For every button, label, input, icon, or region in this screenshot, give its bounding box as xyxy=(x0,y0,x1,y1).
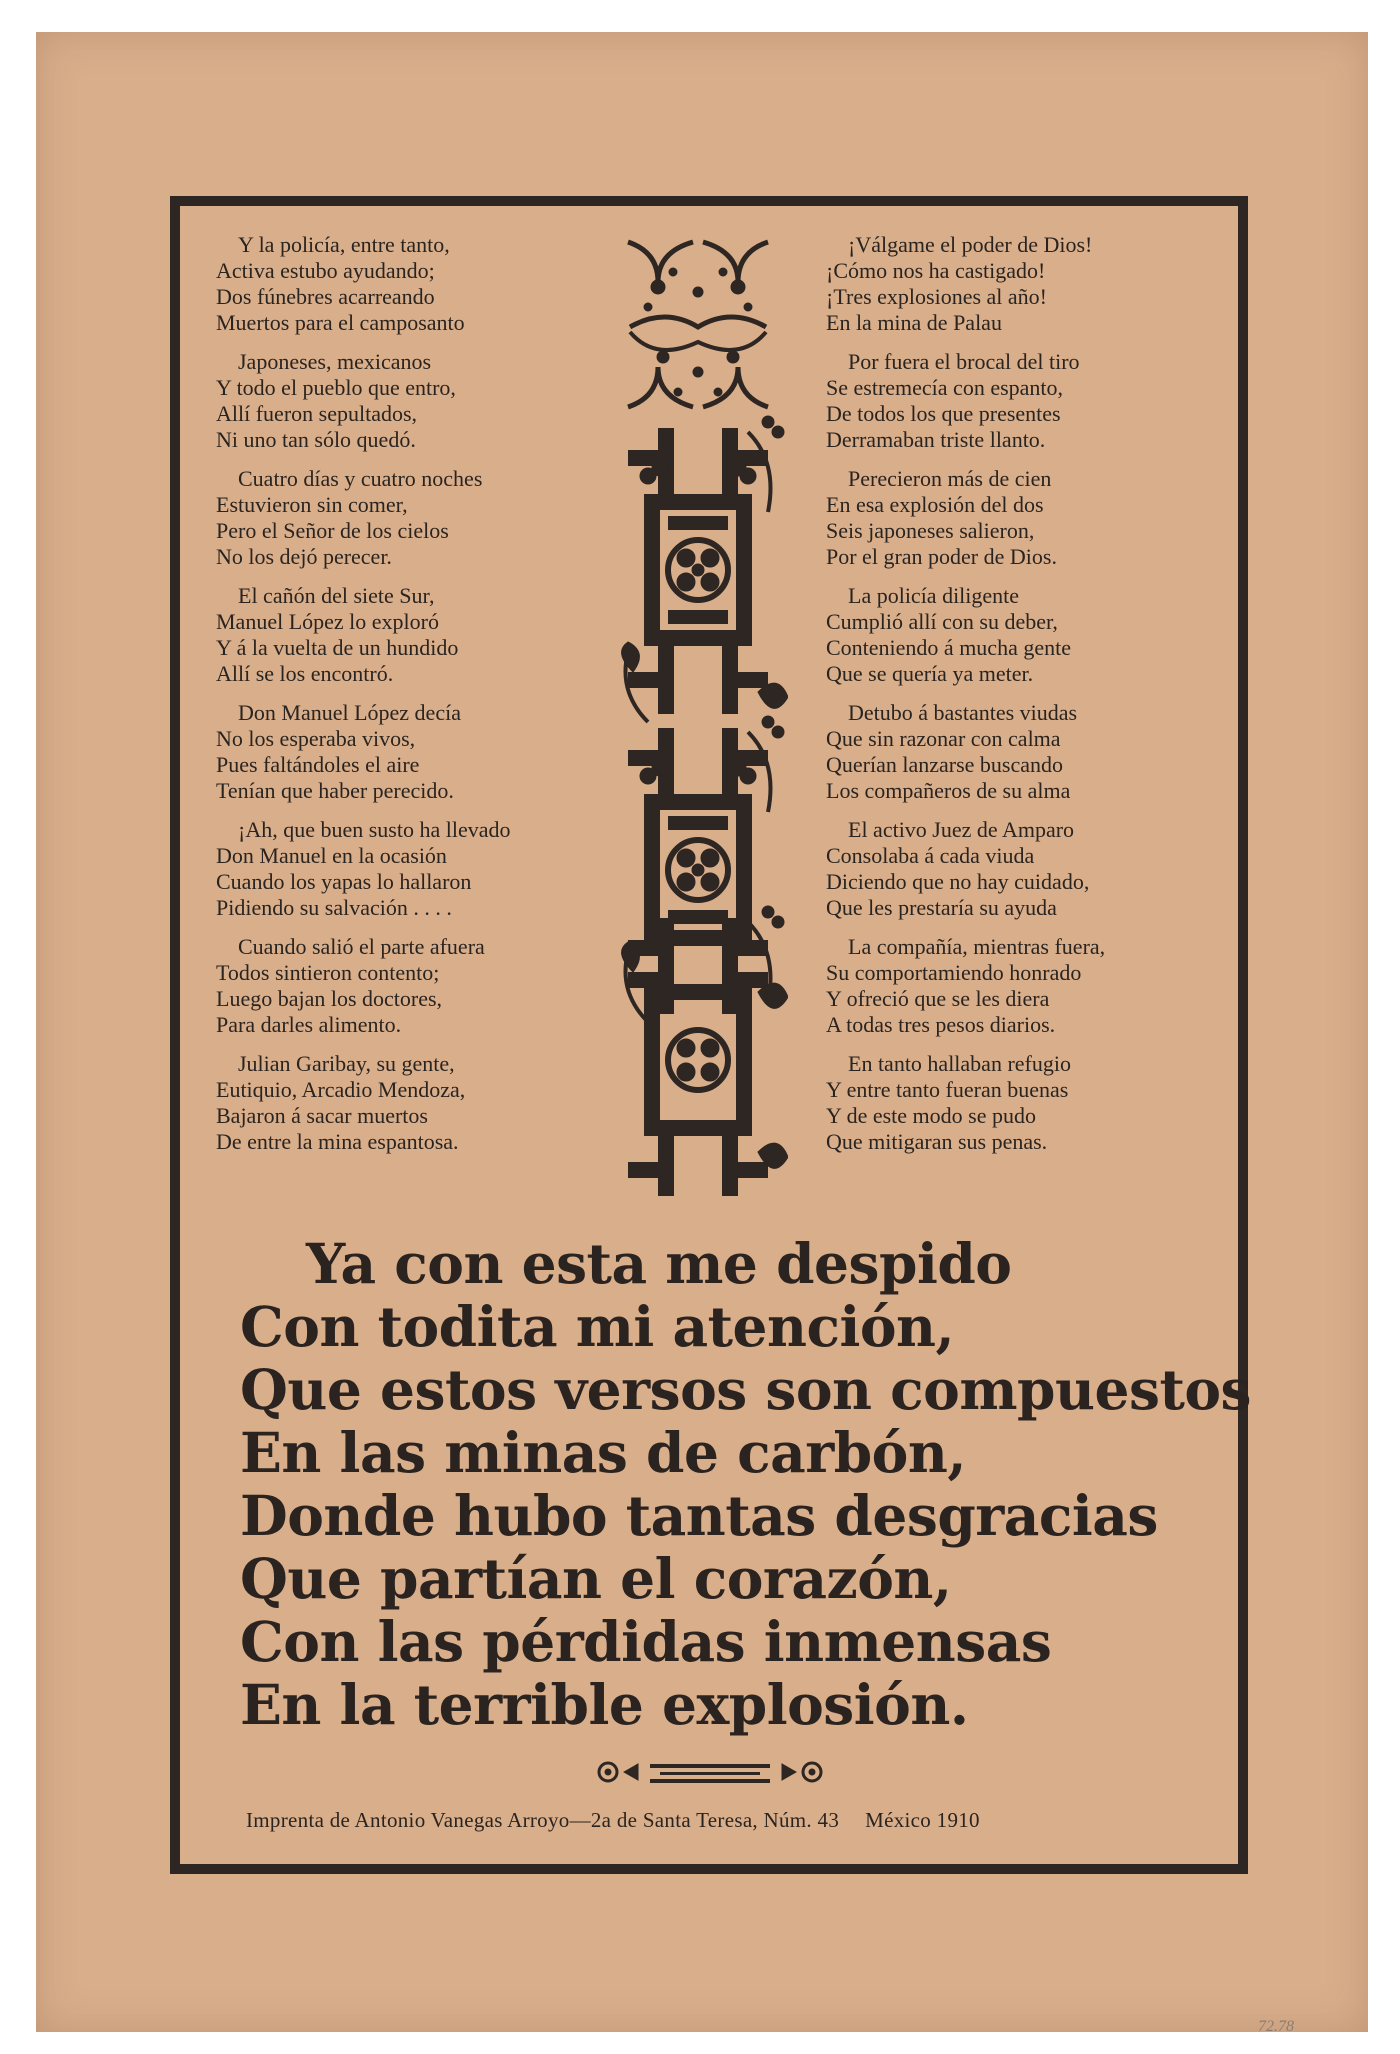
interlace-block-icon xyxy=(622,416,788,722)
verse-line: Dos fúnebres acarreando xyxy=(216,284,435,309)
verse-line: De entre la mina espantosa. xyxy=(216,1129,459,1154)
verse-line: Y entre tanto fueran buenas xyxy=(826,1077,1069,1102)
stanza xyxy=(216,1051,616,1155)
verse-line: Allí se los encontró. xyxy=(216,661,394,686)
stanza xyxy=(216,466,616,570)
stanza xyxy=(826,232,1206,336)
verse-line: Y todo el pueblo que entro, xyxy=(216,375,456,400)
closing-verse xyxy=(240,1231,1251,1737)
pencil-catalog-note: 72.78 xyxy=(1258,2018,1294,2035)
closing-verse-line: Con todita mi atención, xyxy=(240,1294,955,1359)
verse-line: Los compañeros de su alma xyxy=(826,778,1071,803)
closing-verse-line: Que partían el corazón, xyxy=(240,1546,952,1611)
stanza xyxy=(216,583,616,687)
verse-line: Todos sintieron contento; xyxy=(216,960,440,985)
closing-verse-line: Con las pérdidas inmensas xyxy=(240,1609,1052,1674)
stanza xyxy=(826,700,1206,804)
verse-line: No los esperaba vivos, xyxy=(216,726,416,751)
closing-verse-line: Donde hubo tantas desgracias xyxy=(240,1483,1158,1548)
stanza xyxy=(216,700,616,804)
verse-line: Que les prestaría su ayuda xyxy=(826,895,1057,920)
verse-line: Y la policía, entre tanto, xyxy=(238,232,450,257)
verse-line: A todas tres pesos diarios. xyxy=(826,1012,1056,1037)
verse-line: Que sin razonar con calma xyxy=(826,726,1061,751)
stanza xyxy=(216,817,616,921)
verse-line: Activa estubo ayudando; xyxy=(216,258,435,283)
verse-line: En tanto hallaban refugio xyxy=(848,1051,1071,1076)
verse-line: Que mitigaran sus penas. xyxy=(826,1129,1048,1154)
verse-line: Detubo á bastantes viudas xyxy=(848,700,1078,725)
stanza xyxy=(216,349,616,453)
verse-line: Pues faltándoles el aire xyxy=(216,752,420,777)
verse-line: Luego bajan los doctores, xyxy=(216,986,443,1011)
verse-line: Pidiendo su salvación . . . . xyxy=(216,895,452,920)
verse-line: Eutiquio, Arcadio Mendoza, xyxy=(216,1077,466,1102)
verse-line: Tenían que haber perecido. xyxy=(216,778,454,803)
verse-line: Su comportamiendo honrado xyxy=(826,960,1082,985)
right-verse-column xyxy=(826,232,1206,1168)
vertical-ornament xyxy=(608,232,788,1204)
stanza xyxy=(216,232,616,336)
verse-line: En esa explosión del dos xyxy=(826,492,1044,517)
verse-line: Que se quería ya meter. xyxy=(826,661,1034,686)
verse-line: Bajaron á sacar muertos xyxy=(216,1103,428,1128)
left-verse-column xyxy=(216,232,616,1168)
closing-verse-line: Que estos versos son compuestos xyxy=(240,1357,1251,1422)
verse-line: Muertos para el camposanto xyxy=(216,310,465,335)
verse-line: Japoneses, mexicanos xyxy=(238,349,432,374)
footer-flourish-icon xyxy=(590,1752,830,1792)
verse-line: Manuel López lo exploró xyxy=(216,609,439,634)
verse-line: Cuando salió el parte afuera xyxy=(238,934,485,959)
stanza xyxy=(826,349,1206,453)
verse-line: Derramaban triste llanto. xyxy=(826,427,1046,452)
printer-credit: Imprenta de Antonio Vanegas Arroyo—2a de Santa Teresa, Núm. 43 xyxy=(246,1808,840,1832)
verse-line: Por el gran poder de Dios. xyxy=(826,544,1057,569)
stanza xyxy=(216,934,616,1038)
verse-line: Cumplió allí con su deber, xyxy=(826,609,1058,634)
verse-line: Don Manuel López decía xyxy=(238,700,461,725)
stanza xyxy=(826,817,1206,921)
verse-line: Ni uno tan sólo quedó. xyxy=(216,427,416,452)
imprint-line xyxy=(246,1808,980,1833)
verse-line: Estuvieron sin comer, xyxy=(216,492,408,517)
verse-line: Pero el Señor de los cielos xyxy=(216,518,449,543)
verse-line: Por fuera el brocal del tiro xyxy=(848,349,1080,374)
verse-line: Y á la vuelta de un hundido xyxy=(216,635,459,660)
verse-line: Conteniendo á mucha gente xyxy=(826,635,1071,660)
verse-line: ¡Cómo nos ha castigado! xyxy=(826,258,1046,283)
verse-line: Para darles alimento. xyxy=(216,1012,402,1037)
verse-line: Y de este modo se pudo xyxy=(826,1103,1036,1128)
verse-line: ¡Válgame el poder de Dios! xyxy=(848,232,1093,257)
verse-line: El activo Juez de Amparo xyxy=(848,817,1075,842)
verse-line: La compañía, mientras fuera, xyxy=(848,934,1106,959)
closing-verse-line: En la terrible explosión. xyxy=(240,1672,969,1737)
verse-line: Allí fueron sepultados, xyxy=(216,401,418,426)
imprint-place-year: México 1910 xyxy=(865,1808,980,1832)
verse-line: De todos los que presentes xyxy=(826,401,1061,426)
closing-verse-line: Ya con esta me despido xyxy=(306,1231,1012,1296)
stanza xyxy=(826,934,1206,1038)
verse-line: En la mina de Palau xyxy=(826,310,1002,335)
verse-line: ¡Tres explosiones al año! xyxy=(826,284,1047,309)
verse-line: Perecieron más de cien xyxy=(848,466,1052,491)
floral-tile-icon xyxy=(626,238,770,414)
verse-line: Don Manuel en la ocasión xyxy=(216,843,447,868)
stanza xyxy=(826,583,1206,687)
closing-verse-line: En las minas de carbón, xyxy=(240,1420,967,1485)
verse-line: Consolaba á cada viuda xyxy=(826,843,1035,868)
verse-line: La policía diligente xyxy=(848,583,1020,608)
verse-line: ¡Ah, que buen susto ha llevado xyxy=(238,817,511,842)
verse-line: Diciendo que no hay cuidado, xyxy=(826,869,1090,894)
stanza xyxy=(826,1051,1206,1155)
verse-line: Cuando los yapas lo hallaron xyxy=(216,869,472,894)
verse-line: No los dejó perecer. xyxy=(216,544,392,569)
verse-line: Y ofreció que se les diera xyxy=(826,986,1050,1011)
verse-line: Seis japoneses salieron, xyxy=(826,518,1035,543)
verse-line: Cuatro días y cuatro noches xyxy=(238,466,483,491)
verse-line: Julian Garibay, su gente, xyxy=(238,1051,455,1076)
verse-line: Se estremecía con espanto, xyxy=(826,375,1064,400)
verse-line: Querían lanzarse buscando xyxy=(826,752,1064,777)
verse-line: El cañón del siete Sur, xyxy=(238,583,435,608)
stanza xyxy=(826,466,1206,570)
